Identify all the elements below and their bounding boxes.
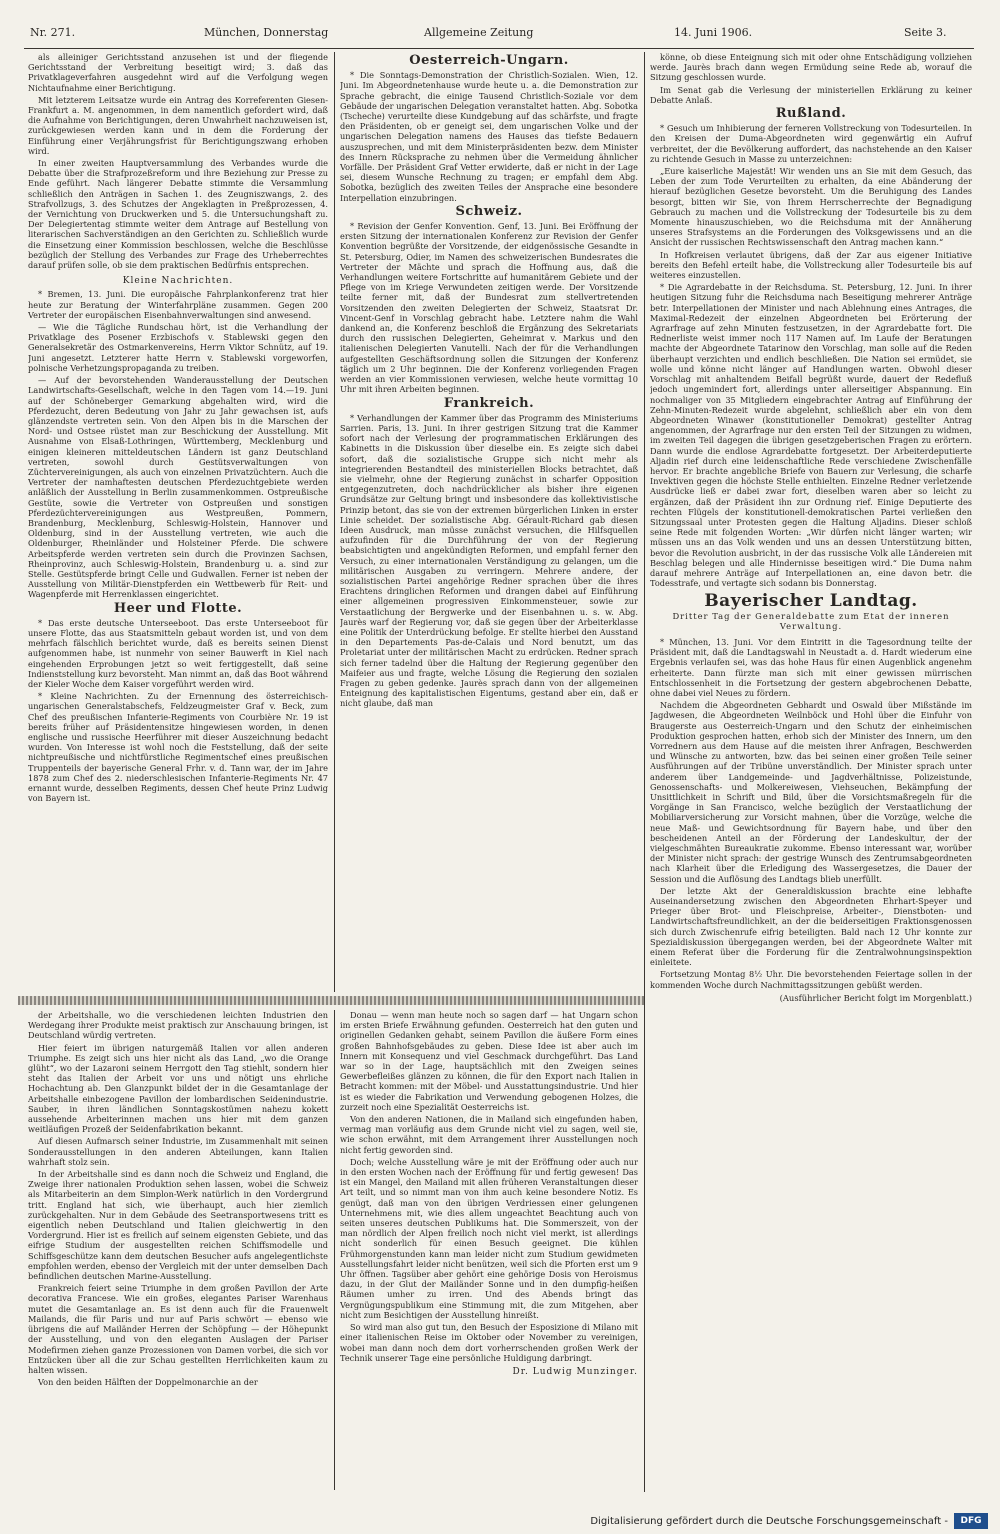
section-heading: Oesterreich-Ungarn. <box>409 53 569 68</box>
paragraph: Mit letzterem Leitsatze wurde ein Antrag des Korreferenten Giesen-Frankfurt a. M. angenommen, in dem namentlich gefordert wird, daß die Aufnahme von Berichtigungen, deren Unwahrheit nachzuweisen ist, zurückgewiesen werden kann und in dem die Forderung der Einführung einer Verjährungsfrist für Berichtigungszwang erhoben wird. <box>28 94 328 156</box>
feuilleton-column-1 <box>28 1010 328 1490</box>
paragraph: könne, ob diese Enteignung sich mit oder ohne Entschädigung vollziehen werde. Jaurès brach dann wegen Ermüdung seine Rede ab, worauf die Sitzung geschlossen wurde. <box>650 52 972 83</box>
author-signature: Dr. Ludwig Munzinger. <box>512 1366 638 1377</box>
feuilleton-column-2 <box>340 1010 638 1490</box>
section-subheading: Dritter Tag der Generaldebatte zum Etat der inneren Verwaltung. <box>672 610 950 631</box>
column-2 <box>340 52 638 992</box>
paragraph: — Auf der bevorstehenden Wanderausstellung der Deutschen Landwirtschafts-Gesellschaft, welche in den Tagen vom 14.—19. Juni auf der Schöneberger Gemarkung abgehalten wird, wird die Pferdezucht, deren Bedeutung von Jahr zu Jahr gewachsen ist, aufs glänzendste vertreten sein. Von den Alpen bis in die Marschen der Nord- und Ostsee rüstet man zur Beschickung der Ausstellung. Mit Ausnahme von Elsaß-Lothringen, Württemberg, Mecklenburg und einigen kleineren mitteldeutschen Ländern ist ganz Deutschland vertreten, sowohl durch Gestütsverwaltungen von Züchtervereinigungen, als auch von einzelnen Privatzüchtern. Auch die Vertreter der namhaftesten deutschen Pferdezuchtgebiete werden anläßlich der Ausstellung in Berlin zusammenkommen. Ostpreußische Gestüte, sowie die Vertreter von Ostpreußen und sonstigen Pferdezüchtervereinigungen aus Westpreußen, Pommern, Brandenburg, Mecklenburg, Schleswig-Holstein, Hannover und Oldenburg, sind in der Ausstellung vertreten, wie auch die Oldenburger, Rheinländer und Holsteiner Pferde. Die schwere Arbeitspferde werden vertreten sein durch die Provinzen Sachsen, Rheinprovinz, auch Schleswig-Holstein, Brandenburg u. a. sind zur Stelle. Gestütspferde bringt Celle und Gudwallen. Ferner ist neben der Ausstellung von Militär-Dienstpferden ein Wettbewerb für Reit- und Wagenpferde mit Herrenklassen eingerichtet. <box>28 375 328 600</box>
feuilleton-separator <box>18 996 644 1005</box>
page-number: Seite 3. <box>904 26 947 39</box>
paragraph: — Wie die Tägliche Rundschau hört, ist die Verhandlung der Privatklage des Posener Erzbischofs v. Stablewski gegen den Generalsekretär des Ostmarkenvereins, Herrn Viktor Schnütz, auf 19. Juni angesetzt. Letzterer hatte Herrn v. Stablewski vorgeworfen, polnische Verhetzungspropaganda zu treiben. <box>28 322 328 373</box>
paragraph: Fortsetzung Montag 8½ Uhr. Die bevorstehenden Feiertage sollen in der kommenden Woche durch Nachmittagssitzungen gebüßt werden. <box>650 969 972 990</box>
paragraph: * Die Agrardebatte in der Reichsduma. St. Petersburg, 12. Juni. In ihrer heutigen Sitzung fuhr die Reichsduma nach Beseitigung mehrerer Anträge betr. Interpellationen der Minister und nach Ablehnung eines Antrages, die Maximal-Redezeit der einzelnen Abgeordneten bei Erörterung der Agrarfrage auf zehn Minuten festzusetzen, in der Agrardebatte fort. Die Rednerliste weist immer noch 117 Namen auf. Im Laufe der Beratungen machte der Abgeordnete Tatarinow den Vorschlag, man solle auf die Reden überhaupt verzichten und endlich beschließen. Die Nation sei ermüdet, sie wolle und könne nicht länger auf Handlungen warten. Obwohl dieser Vorschlag mit anhaltendem Beifall begrüßt wurde, dauert der Redefluß jedoch ungemindert fort, allerdings unter allerseitiger Abspannung. Ein nochmaliger von 35 Mitgliedern eingebrachter Antrag auf Einführung der Zehn-Minuten-Redezeit wurde abgelehnt, schließlich aber ein von dem Abgeordneten Winawer (konstitutioneller Demokrat) gestellter Antrag angenommen, der Agrarfrage nur den ersten Teil der Sitzungen zu widmen, im zweiten Teil dagegen die übrigen gesetzgeberischen Fragen zu erörtern. Dann wurde die endlose Agrardebatte fortgesetzt. Der Arbeiterdeputierte Aljadin rief durch eine leidenschaftliche Rede verschiedene Zwischenfälle hervor. Er brachte angebliche Briefe von Bauern zur Verlesung, die scharfe Invektiven gegen die höchste Stelle enthielten. Einzelne Redner verletzende Ausdrücke ließ er dabei zwar fort, dieselben waren aber so leicht zu ergänzen, daß der Präsident ihn zur Ordnung rief. Einige Deputierte des rechten Flügels der konstitutionell-demokratischen Partei verließen den Sitzungssaal unter Protesten gegen die Haltung Aljadins. Dieser schloß seine Rede mit folgenden Worten: „Wir dürfen nicht länger warten; wir müssen uns an das Volk wenden und uns an dessen Unterstützung bitten, bevor die Revolution ausbricht, in der das russische Volk alle Ländereien mit Beschlag belegen und alle Hindernisse beseitigen wird.“ Die Duma nahm darauf mehrere Anträge auf Interpellationen an, eine davon betr. die Todesstrafe, und vertagte sich sodann bis Donnerstag. <box>650 282 972 589</box>
paragraph: Frankreich feiert seine Triumphe in dem großen Pavillon der Arte decorativa Francese. Wie ein großes, elegantes Pariser Warenhaus mutet die Gesamtanlage an. Es ist denn auch für die Frauenwelt Mailands, die für Paris und nur auf Paris schwört — ebenso wie übrigens die auf Mailänder Herren der Schöpfung — der Höhepunkt der Ausstellung, und von den eleganten Auslagen der Pariser Modefirmen ziehen ganze Prozessionen von Damen vorbei, die sich vor Entzücken über all die zur Schau gestellten Herrlichkeiten kaum zu halten wissen. <box>28 1283 328 1375</box>
paragraph: * München, 13. Juni. Vor dem Eintritt in die Tagesordnung teilte der Präsident mit, daß die Landtagswahl in Neustadt a. d. Hardt wiederum eine Ergebnis verlaufen sei, was das hohe Haus für einen Augenblick angenehm erheiterte. Dann fürzte man sich mit einer gewissen mürrischen Entschlossenheit in die Fortsetzung der gestern abgebrochenen Debatte, ohne dabei viel Neues zu fördern. <box>650 636 972 698</box>
paragraph: Doch; welche Ausstellung wäre je mit der Eröffnung oder auch nur in den ersten Wochen nach der Eröffnung für und fertig gewesen! Das ist ein Mangel, den Mailand mit allen früheren Veranstaltungen dieser Art teilt, und so nimmt man von ihm auch keine besondere Notiz. Es genügt, daß man von den übrigen Verdriessen einer gelungenen Unternehmens mit, wie dies allem ungeachtet Beachtung auch von seiten unseres deutschen Publikums hat. Die Sommerszeit, von der man nördlich der Alpen freilich noch nicht viel merkt, ist allerdings nicht sonderlich für einen Besuch geeignet. Die kühlen Frühmorgenstunden kann man leider nicht zum Studium gewidmeten Ausstellungsfahrt leider nicht benützen, weil sich die Pforten erst um 9 Uhr öffnen. Tagsüber aber gehört eine gehörige Dosis von Heroismus dazu, in der Glut der Mailänder Sonne und in den dumpfig-heißen Räumen umher zu irren. Und des Abends bringt das Vergnügungspublikum eine Stimmung mit, die zum Mitgehen, aber nicht zum Besichtigen der Ausstellung hinreißt. <box>340 1156 638 1320</box>
column-3 <box>650 52 972 1492</box>
column-divider <box>334 52 335 992</box>
newspaper-title: Allgemeine Zeitung <box>424 26 534 39</box>
paragraph: * Die Sonntags-Demonstration der Christlich-Sozialen. Wien, 12. Juni. Im Abgeordnetenhause wurde heute u. a. die Demonstration zur Sprache gebracht, die einige Tausend Christlich-Soziale vor dem Gebäude der ungarischen Delegation veranstaltet hatten. Abg. Sobotka (Tscheche) verurteilte diese Kundgebung auf das schärfste, und fragte den Präsidenten, ob er geneigt sei, dem ungarischen Volke und der ungarischen Delegation namens des Hauses das tiefste Bedauern auszusprechen, und mit dem Ministerpräsidenten bezw. dem Minister des Innern Rücksprache zu nehmen über die Vermeidung ähnlicher Vorfälle. Der Präsident Graf Vetter erwiderte, daß er nicht in der Lage sei, diesem Wunsche Rechnung zu tragen; er empfahl dem Abg. Sobotka, bezüglich des zweiten Teiles der Ansprache eine besondere Interpellation einzubringen. <box>340 70 638 203</box>
paragraph: der Arbeitshalle, wo die verschiedenen leichten Industrien den Werdegang ihrer Produkte meist praktisch zur Anschauung bringen, ist Deutschland würdig vertreten. <box>28 1010 328 1041</box>
paragraph: In Hofkreisen verlautet übrigens, daß der Zar aus eigener Initiative bereits den Befehl erteilt habe, die Vollstreckung aller Todesurteile bis auf weiteres einzustellen. <box>650 249 972 281</box>
section-heading: Bayerischer Landtag. <box>704 591 918 612</box>
section-heading: Schweiz. <box>455 203 523 219</box>
section-heading: Kleine Nachrichten. <box>122 276 234 287</box>
paragraph: In der Arbeitshalle sind es dann noch die Schweiz und England, die Zweige ihrer nationalen Produktion sehen lassen, wobei die Schweiz als Mitarbeiterin an dem Simplon-Werk natürlich in den Vordergrund tritt. England hat sich, wie überhaupt, auch hier ziemlich zurückgehalten. Nur in dem Gebäude des Seetransportwesens tritt es eigentlich neben Deutschland und Italien gleichwertig in den Vordergrund. Hier ist es freilich auf seinem eigensten Gebiete, und das eifrige Studium der ausgestellten reichen Schiffsmodelle und Schiffsgeschütze kann dem deutschen Besucher aufs angelegentlichste empfohlen werden, ebenso der Vergleich mit der unter demselben Dach befindlichen deutschen Marine-Ausstellung. <box>28 1169 328 1282</box>
paragraph: * Bremen, 13. Juni. Die europäische Fahrplankonferenz trat hier heute zur Beratung der Winterfahrpläne zusammen. Gegen 200 Vertreter der europäischen Eisenbahnverwaltungen sind anwesend. <box>28 289 328 320</box>
column-divider <box>334 1010 335 1490</box>
paragraph: In einer zweiten Hauptversammlung des Verbandes wurde die Debatte über die Strafprozeßreform und ihre Beziehung zur Presse zu Ende geführt. Nach längerer Debatte stimmte die Versammlung schließlich den Anträgen in Sachen 1. des Zeugniszwangs, 2. des Strafvollzugs, 3. des Schutzes der Angeklagten in Preßprozessen, 4. der Vernichtung von Druckwerken und 5. die Untersuchungshaft zu. Der Delegiertentag stimmte weiter dem Antrage auf Bestellung von literarischen Sachverständigen an den Gerichten zu. Schließlich wurde die Einsetzung einer Kommission beschlossen, welche die Beschlüsse bezüglich der Stellung des Verbandes zur Frage des Urheberrechtes darauf prüfen solle, ob sie dem praktischen Bedürfnis entsprechen. <box>28 158 328 271</box>
page-header <box>24 26 974 46</box>
section-heading: Frankreich. <box>443 395 535 411</box>
dfg-logo: DFG <box>954 1513 988 1529</box>
paragraph: * Verhandlungen der Kammer über das Programm des Ministeriums Sarrien. Paris, 13. Juni. In ihrer gestrigen Sitzung trat die Kammer sofort nach der Verlesung der programmatischen Erklärungen des Kabinetts in die Diskussion über dieselbe ein. Es zeigte sich dabei sofort, daß die sozialistische Gruppe sich nicht mehr als integrierenden Bestandteil des ministeriellen Blocks betrachtet, daß sie vielmehr, ohne der Regierung zunächst in scharfer Opposition entgegenzutreten, doch nachdrücklicher als bisher ihre eigenen Grundsätze zur Geltung bringt und insbesondere das kollektivistische Prinzip betont, das sie von der extremen bürgerlichen Linken in erster Linie scheidet. Der sozialistische Abg. Gérault-Richard gab diesen Ideen Ausdruck, man müsse zunächst versuchen, die Hilfsquellen aufzufinden für die Durchführung der von der Regierung beabsichtigten und angekündigten Reformen, und empfahl ferner den Versuch, zu einer internationalen Verständigung zu gelangen, um die militärischen Ausgaben zu verringern. Mehrere andere, der sozialistischen Partei angehörige Redner sprachen über die ihres Erachtens dringlichen Reformen und drangen dabei auf Einführung einer allgemeinen progressiven Einkommensteuer, sowie zur Verstaatlichung der Bergwerke und der Eisenbahnen u. s. w. Abg. Jaurès warf der Regierung vor, daß sie gegen über der Arbeiterklasse eine Politik der Unterdrückung befolge. Er stellte hierbei den Ausstand in den Departements Pas-de-Calais und Nord benutzt, um das Proletariat unter der militärischen Macht zu erdrücken. Redner sprach sich ferner tadelnd über die Haltung der Regierung gegenüber den Maifeier aus und fragte, welche Lösung die Regierung den sozialen Fragen zu geben gedenke. Jaurès sprach dann von der allgemeinen Enteignung des kapitalistischen Eigentums, gestand aber ein, daß er nicht glaube, daß man <box>340 412 638 709</box>
header-rule <box>24 48 974 49</box>
paragraph: * Kleine Nachrichten. Zu der Ernennung des österreichisch-ungarischen Generalstabschefs, Feldzeugmeister Graf v. Beck, zum Chef des preußischen Infanterie-Regiments von Courbière Nr. 19 ist bereits früher auf Präsidentensitze hingewiesen worden, in denen englische und russische Heerführer mit dieser Auszeichnung bedacht wurden. Von Interesse ist wohl noch die Feststellung, daß der seite nichtpreußische und nichtfürstliche Regimentschef eines preußischen Truppenteils der bayerische General Frhr. v. d. Tann war, der im Jahre 1878 zum Chef des 2. niederschlesischen Infanterie-Regiments Nr. 47 ernannt wurde, desselben Regiments, dessen Chef heute Prinz Ludwig von Bayern ist. <box>28 691 328 804</box>
issue-date: 14. Juni 1906. <box>674 26 753 39</box>
place-day: München, Donnerstag <box>204 26 329 39</box>
paragraph: * Gesuch um Inhibierung der ferneren Vollstreckung von Todesurteilen. In den Kreisen der Duma-Abgeordneten wird gegenwärtig ein Aufruf verbreitet, der die Bevölkerung auffordert, das nachstehende an den Kaiser zu richtende Gesuch in Masse zu unterzeichnen: <box>650 123 972 164</box>
column-divider <box>644 52 645 1492</box>
paragraph: * Das erste deutsche Unterseeboot. Das erste Unterseeboot für unsere Flotte, das aus Staatsmitteln gebaut worden ist, und von dem mehrfach fälschlich berichtet wurde, daß es bereits seinen Dienst aufgenommen habe, ist nunmehr von seiner Bauwerft in Kiel nach eingehenden Erprobungen jetzt so weit fertiggestellt, daß seine Indienststellung kurz bevorsteht. Man nimmt an, daß das Boot während der Kieler Woche dem Kaiser vorgeführt werden wird. <box>28 617 328 689</box>
paragraph: als alleiniger Gerichtsstand anzusehen ist und der fliegende Gerichtsstand der Verbreitung beseitigt wird; 3. daß das Privatklageverfahren ausgedehnt wird auf die Verfolgung wegen Nichtaufnahme einer Berichtigung. <box>28 52 328 93</box>
paragraph: „Eure kaiserliche Majestät! Wir wenden uns an Sie mit dem Gesuch, das Leben der zum Tode Verurteilten zu erhalten, da eine Abänderung der hierauf bezüglichen Gesetze bevorsteht. Um die Beruhigung des Landes besorgt, bitten wir Sie, von Ihrem Herrscherrechte der Begnadigung Gebrauch zu machen und die Vollstreckung der Todesurteile bis zu dem Momente hinauszuschieben, wo die Reichsduma mit der Annäherung unseres Strafsystems an die Forderungen des Volksgewissens und an die Ansicht der russischen Rechtswissenschaft den Antrag machen kann.“ <box>650 166 972 248</box>
section-heading: Rußland. <box>775 106 847 122</box>
paragraph: Nachdem die Abgeordneten Gebhardt und Oswald über Mißstände im Jagdwesen, die Abgeordneten Weilnböck und Hohl über die Einfuhr von Braugerste aus Oesterreich-Ungarn und den Schutz der einheimischen Produktion gesprochen hatten, erhob sich der Minister des Innern, um den Vorrednern aus dem Hause auf die meisten ihrer Anfragen, Beschwerden und Wünsche zu antworten, bzw. das bei seinen einer großen Teile seiner Ausführungen auf der Tribüne unverständlich. Der Minister sprach unter anderem über Landgemeinde- und Jagdverhältnisse, Polizeistunde, Genossenschafts- und Molkereiwesen, Viehseuchen, Bekämpfung der Unsittlichkeit in Schrift und Bild, über die Vorsichtsmaßregeln für die Vorgänge in San Francisco, welche bezüglich der Verstaatlichung der Mobiliarversicherung zur Vorsicht mahnen, über die Vorzüge, welche die neue Maß- und Gewichtsordnung für Bayern habe, und über den bescheidenen Anteil an der Förderung der Landeskultur, der der vielgeschmähten Bureaukratie zukomme. Ebenso interessant war, worüber der Minister nicht sprach: der gestrige Wunsch des Zentrumsabgeordneten nach Klarheit über die Erledigung des Wassergesetzes, die Dauer der Session und die Auflösung des Landtags blieb unerfüllt. <box>650 700 972 884</box>
issue-number: Nr. 271. <box>30 26 76 39</box>
paragraph: Donau — wenn man heute noch so sagen darf — hat Ungarn schon im ersten Briefe Erwähnung gefunden. Oesterreich hat den guten und originellen Gedanken gehabt, seinem Pavillon die äußere Form eines großen Bahnhofsgebäudes zu geben. Diese Idee ist aber auch im Innern mit Konsequenz und viel Geschmack durchgeführt. Das Land war so in der Lage, hauptsächlich mit den Zweigen seines Gewerbefleißes glänzen zu können, die für den Export nach Italien in Betracht kommen: mit der Möbel- und Ausstattungsindustrie. Und hier ist es wieder die Fabrikation und Verwendung gebogenen Holzes, die zurzeit noch eine Spezialität Oesterreichs ist. <box>340 1010 638 1112</box>
paragraph: So wird man also gut tun, den Besuch der Esposizione di Milano mit einer italienischen Reise im Oktober oder November zu vereinigen, wobei man dann noch dem dort vorherrschenden großen Werk der Technik unserer Tage eine persönliche Huldigung darbringt. <box>340 1322 638 1363</box>
section-heading: Heer und Flotte. <box>113 600 243 616</box>
column-1 <box>28 52 328 992</box>
funding-note: Digitalisierung gefördert durch die Deutsche Forschungsgemeinschaft - <box>590 1516 948 1527</box>
report-note: (Ausführlicher Bericht folgt im Morgenblatt.) <box>779 992 972 1003</box>
paragraph: Im Senat gab die Verlesung der ministeriellen Erklärung zu keiner Debatte Anlaß. <box>650 84 972 105</box>
digitization-footer <box>0 1508 1000 1534</box>
paragraph: Hier feiert im übrigen naturgemäß Italien vor allen anderen Triumphe. Es zeigt sich uns hier nicht als das Land, „wo die Orange glüht“, wo der Lazaroni seinem Herrgott den Tag stiehlt, sondern hier steht das Italien der Arbeit vor uns und nötigt uns ehrliche Hochachtung ab. Den Glanzpunkt bildet der in die Gesamtanlage der Arbeitshalle einbezogene Pavillon der lombardischen Seidenindustrie. Sauber, in ihren ländlichen Sonntagskostümen nahezu kokett aussehende Arbeiterinnen machen uns hier mit dem ganzen weitläufigen Prozeß der Seidenfabrikation bekannt. <box>28 1042 328 1135</box>
paragraph: Von den beiden Hälften der Doppelmonarchie an der <box>38 1377 258 1388</box>
paragraph: Von den anderen Nationen, die in Mailand sich eingefunden haben, vermag man vorläufig aus dem Grunde nicht viel zu sagen, weil sie, wie schon erwähnt, mit dem Arrangement ihrer Ausstellungen noch nicht fertig geworden sind. <box>340 1114 638 1155</box>
paragraph: Auf diesen Aufmarsch seiner Industrie, im Zusammenhalt mit seinen Sonderausstellungen in den anderen Abteilungen, kann Italien wahrhaft stolz sein. <box>28 1136 328 1167</box>
paragraph: Der letzte Akt der Generaldiskussion brachte eine lebhafte Auseinandersetzung zwischen den Abgeordneten Ehrhart-Speyer und Prieger über Brot- und Fleischpreise, Arbeiter-, Dienstboten- und Landwirtschaftsfreundlichkeit, an der die beiderseitigen Fraktionsgenossen sich durch Zwischenrufe eifrig beteiligten. Bald nach 12 Uhr konnte zur Spezialdiskussion übergegangen werden, bei der Abgeordnete Walter mit einem Referat über die Forderung für die Zentralwohnungsinspektion einleitete. <box>650 885 972 968</box>
paragraph: * Revision der Genfer Konvention. Genf, 13. Juni. Bei Eröffnung der ersten Sitzung der internationalen Konferenz zur Revision der Genfer Konvention begrüßte der Vorsitzende, der eidgenössische Gesandte in St. Petersburg, Odier, im Namen des schweizerischen Bundesrates die Vertreter der Mächte und sprach die Hoffnung aus, daß die Verhandlungen weitere Fortschritte auf humanitärem Gebiete und der Pflege von im Kriege Verwundeten zeitigen werde. Der Vorsitzende teilte ferner mit, daß der Bundesrat zum stellvertretenden Vorsitzenden den zweiten Delegierten der Schweiz, Staatsrat Dr. Vincent-Genf in Vorschlag gebracht habe. Letztere nahm die Wahl dankend an, die Konferenz beschloß die Ergänzung des Sekretariats durch den russischen Delegierten, Geheimrat v. Markus und den italienischen Delegierten Vanutelli. Nach der für die Verhandlungen aufgestellten Geschäftsordnung sollen die Sitzungen der Konferenz täglich um 2 Uhr beginnen. Die der Konferenz vorliegenden Fragen werden an vier Kommissionen verwiesen, welche heute vormittag 10 Uhr mit ihren Arbeiten beginnen. <box>340 221 638 395</box>
